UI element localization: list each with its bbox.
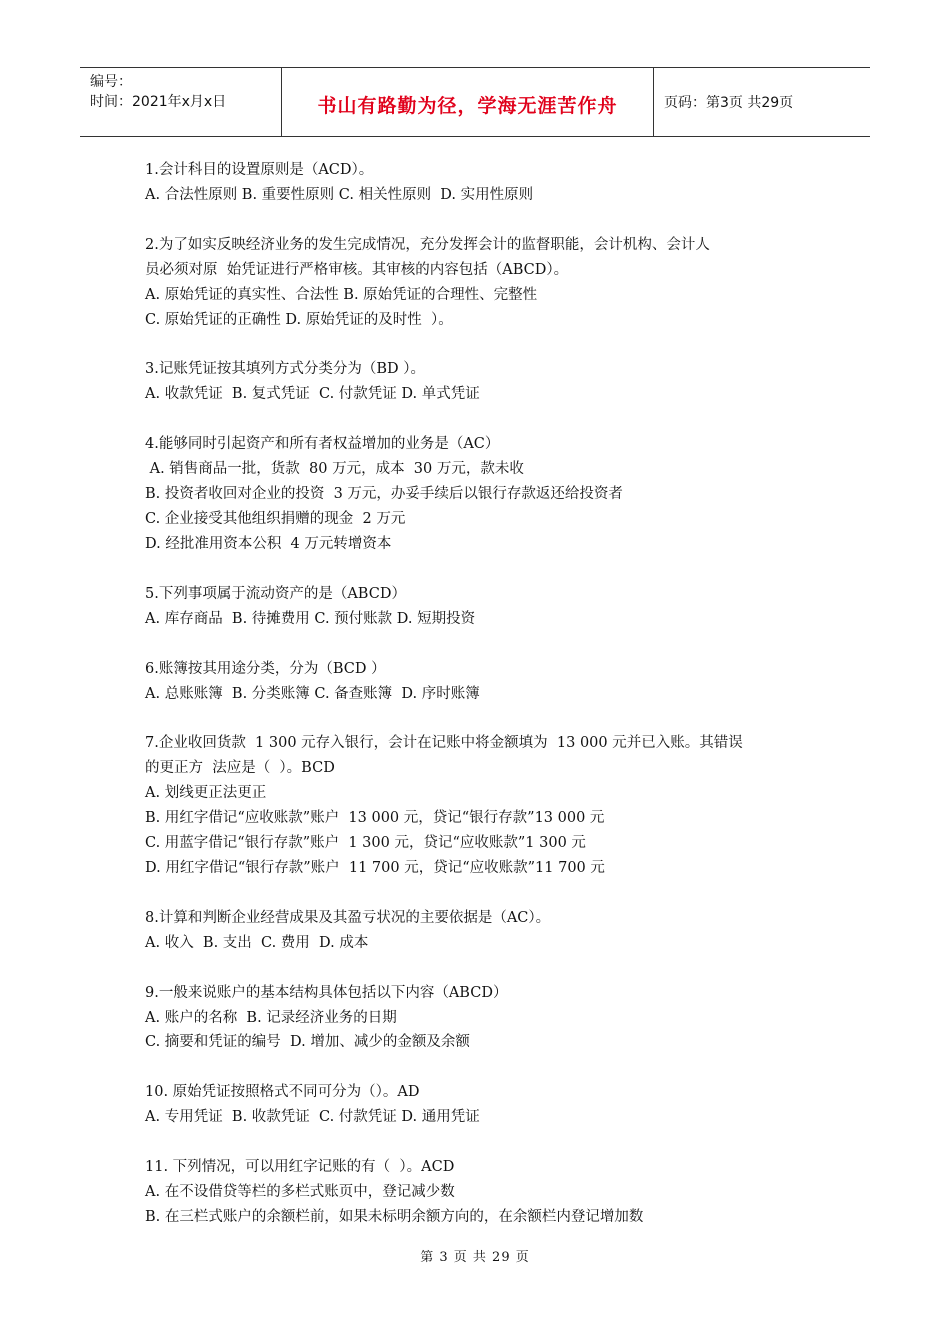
question-item bbox=[145, 432, 825, 557]
question-item bbox=[145, 158, 825, 208]
question-text: 6.账簿按其用途分类，分为（BCD ） bbox=[145, 660, 386, 677]
question-line: A. 库存商品 B. 待摊费用 C. 预付账款 D. 短期投资 bbox=[145, 610, 476, 627]
header-motto: 书山有路勤为径，学海无涯苦作舟 bbox=[282, 68, 654, 136]
question-line: D. 经批准用资本公积 4 万元转增资本 bbox=[145, 535, 392, 552]
page-footer: 第 3 页 共 29 页 bbox=[420, 1250, 530, 1265]
question-text: 5.下列事项属于流动资产的是（ABCD） bbox=[145, 585, 406, 602]
question-line: A. 收入 B. 支出 C. 费用 D. 成本 bbox=[145, 934, 369, 951]
question-line: C. 摘要和凭证的编号 D. 增加、减少的金额及余额 bbox=[145, 1034, 470, 1051]
question-line: 的更正方 法应是（ ）。BCD bbox=[145, 760, 335, 777]
document-number-label: 编号： bbox=[90, 74, 132, 90]
question-line: A. 划线更正法更正 bbox=[145, 785, 267, 802]
question-item bbox=[145, 1080, 825, 1130]
question-item bbox=[145, 981, 825, 1056]
question-line: A. 在不设借贷等栏的多栏式账页中，登记减少数 bbox=[145, 1184, 455, 1201]
question-item bbox=[145, 233, 825, 333]
question-text: 4.能够同时引起资产和所有者权益增加的业务是（AC） bbox=[145, 436, 500, 453]
question-line: C. 企业接受其他组织捐赠的现金 2 万元 bbox=[145, 510, 406, 527]
question-item bbox=[145, 731, 825, 880]
question-item bbox=[145, 1155, 825, 1230]
question-line: A. 合法性原则 B. 重要性原则 C. 相关性原则 D. 实用性原则 bbox=[145, 186, 534, 203]
question-text: 11. 下列情况，可以用红字记账的有（ ）。ACD bbox=[145, 1159, 455, 1176]
question-text: 1.会计科目的设置原则是（ACD）。 bbox=[145, 162, 374, 178]
question-text: 9.一般来说账户的基本结构具体包括以下内容（ABCD） bbox=[145, 984, 508, 1001]
document-date: 时间：2021年x月x日 bbox=[90, 94, 227, 110]
question-line: A. 账户的名称 B. 记录经济业务的日期 bbox=[145, 1009, 397, 1026]
question-line: A. 总账账簿 B. 分类账簿 C. 备查账簿 D. 序时账簿 bbox=[145, 685, 480, 702]
question-item bbox=[145, 582, 825, 632]
question-line: A. 专用凭证 B. 收款凭证 C. 付款凭证 D. 通用凭证 bbox=[145, 1109, 480, 1126]
question-line: B. 用红字借记“应收账款”账户 13 000 元，贷记“银行存款”13 000 元 bbox=[145, 810, 605, 827]
question-text: 8.计算和判断企业经营成果及其盈亏状况的主要依据是（AC）。 bbox=[145, 909, 551, 926]
question-item bbox=[145, 357, 825, 407]
question-line: 员必须对原 始凭证进行严格审核。其审核的内容包括（ABCD）。 bbox=[145, 261, 569, 278]
question-text: 2.为了如实反映经济业务的发生完成情况，充分发挥会计的监督职能，会计机构、会计人 bbox=[145, 236, 710, 253]
question-item bbox=[145, 906, 825, 956]
header-left-cell bbox=[80, 68, 282, 136]
question-text: 3.记账凭证按其填列方式分类分为（BD ）。 bbox=[145, 361, 425, 378]
question-list bbox=[145, 158, 825, 1255]
header-page-info: 页码：第3页 共29页 bbox=[664, 95, 794, 111]
question-line: A. 销售商品一批，货款 80 万元，成本 30 万元，款未收 bbox=[145, 461, 524, 478]
question-line: B. 在三栏式账户的余额栏前，如果未标明余额方向的，在余额栏内登记增加数 bbox=[145, 1209, 644, 1225]
question-text: 7.企业收回货款 1 300 元存入银行，会计在记账中将金额填为 13 000 元并已入账。其错误 bbox=[145, 735, 743, 752]
question-line: C. 用蓝字借记“银行存款”账户 1 300 元，贷记“应收账款”1 300 元 bbox=[145, 835, 586, 852]
question-line: B. 投资者收回对企业的投资 3 万元，办妥手续后以银行存款返还给投资者 bbox=[145, 486, 623, 503]
question-item bbox=[145, 657, 825, 707]
question-text: 10. 原始凭证按照格式不同可分为（）。AD bbox=[145, 1084, 420, 1101]
page-header bbox=[80, 67, 870, 137]
question-line: A. 原始凭证的真实性、合法性 B. 原始凭证的合理性、完整性 bbox=[145, 286, 538, 303]
question-line: D. 用红字借记“银行存款”账户 11 700 元，贷记“应收账款”11 700 元 bbox=[145, 859, 605, 876]
question-line: A. 收款凭证 B. 复式凭证 C. 付款凭证 D. 单式凭证 bbox=[145, 386, 480, 403]
question-line: C. 原始凭证的正确性 D. 原始凭证的及时性 ）。 bbox=[145, 311, 453, 328]
